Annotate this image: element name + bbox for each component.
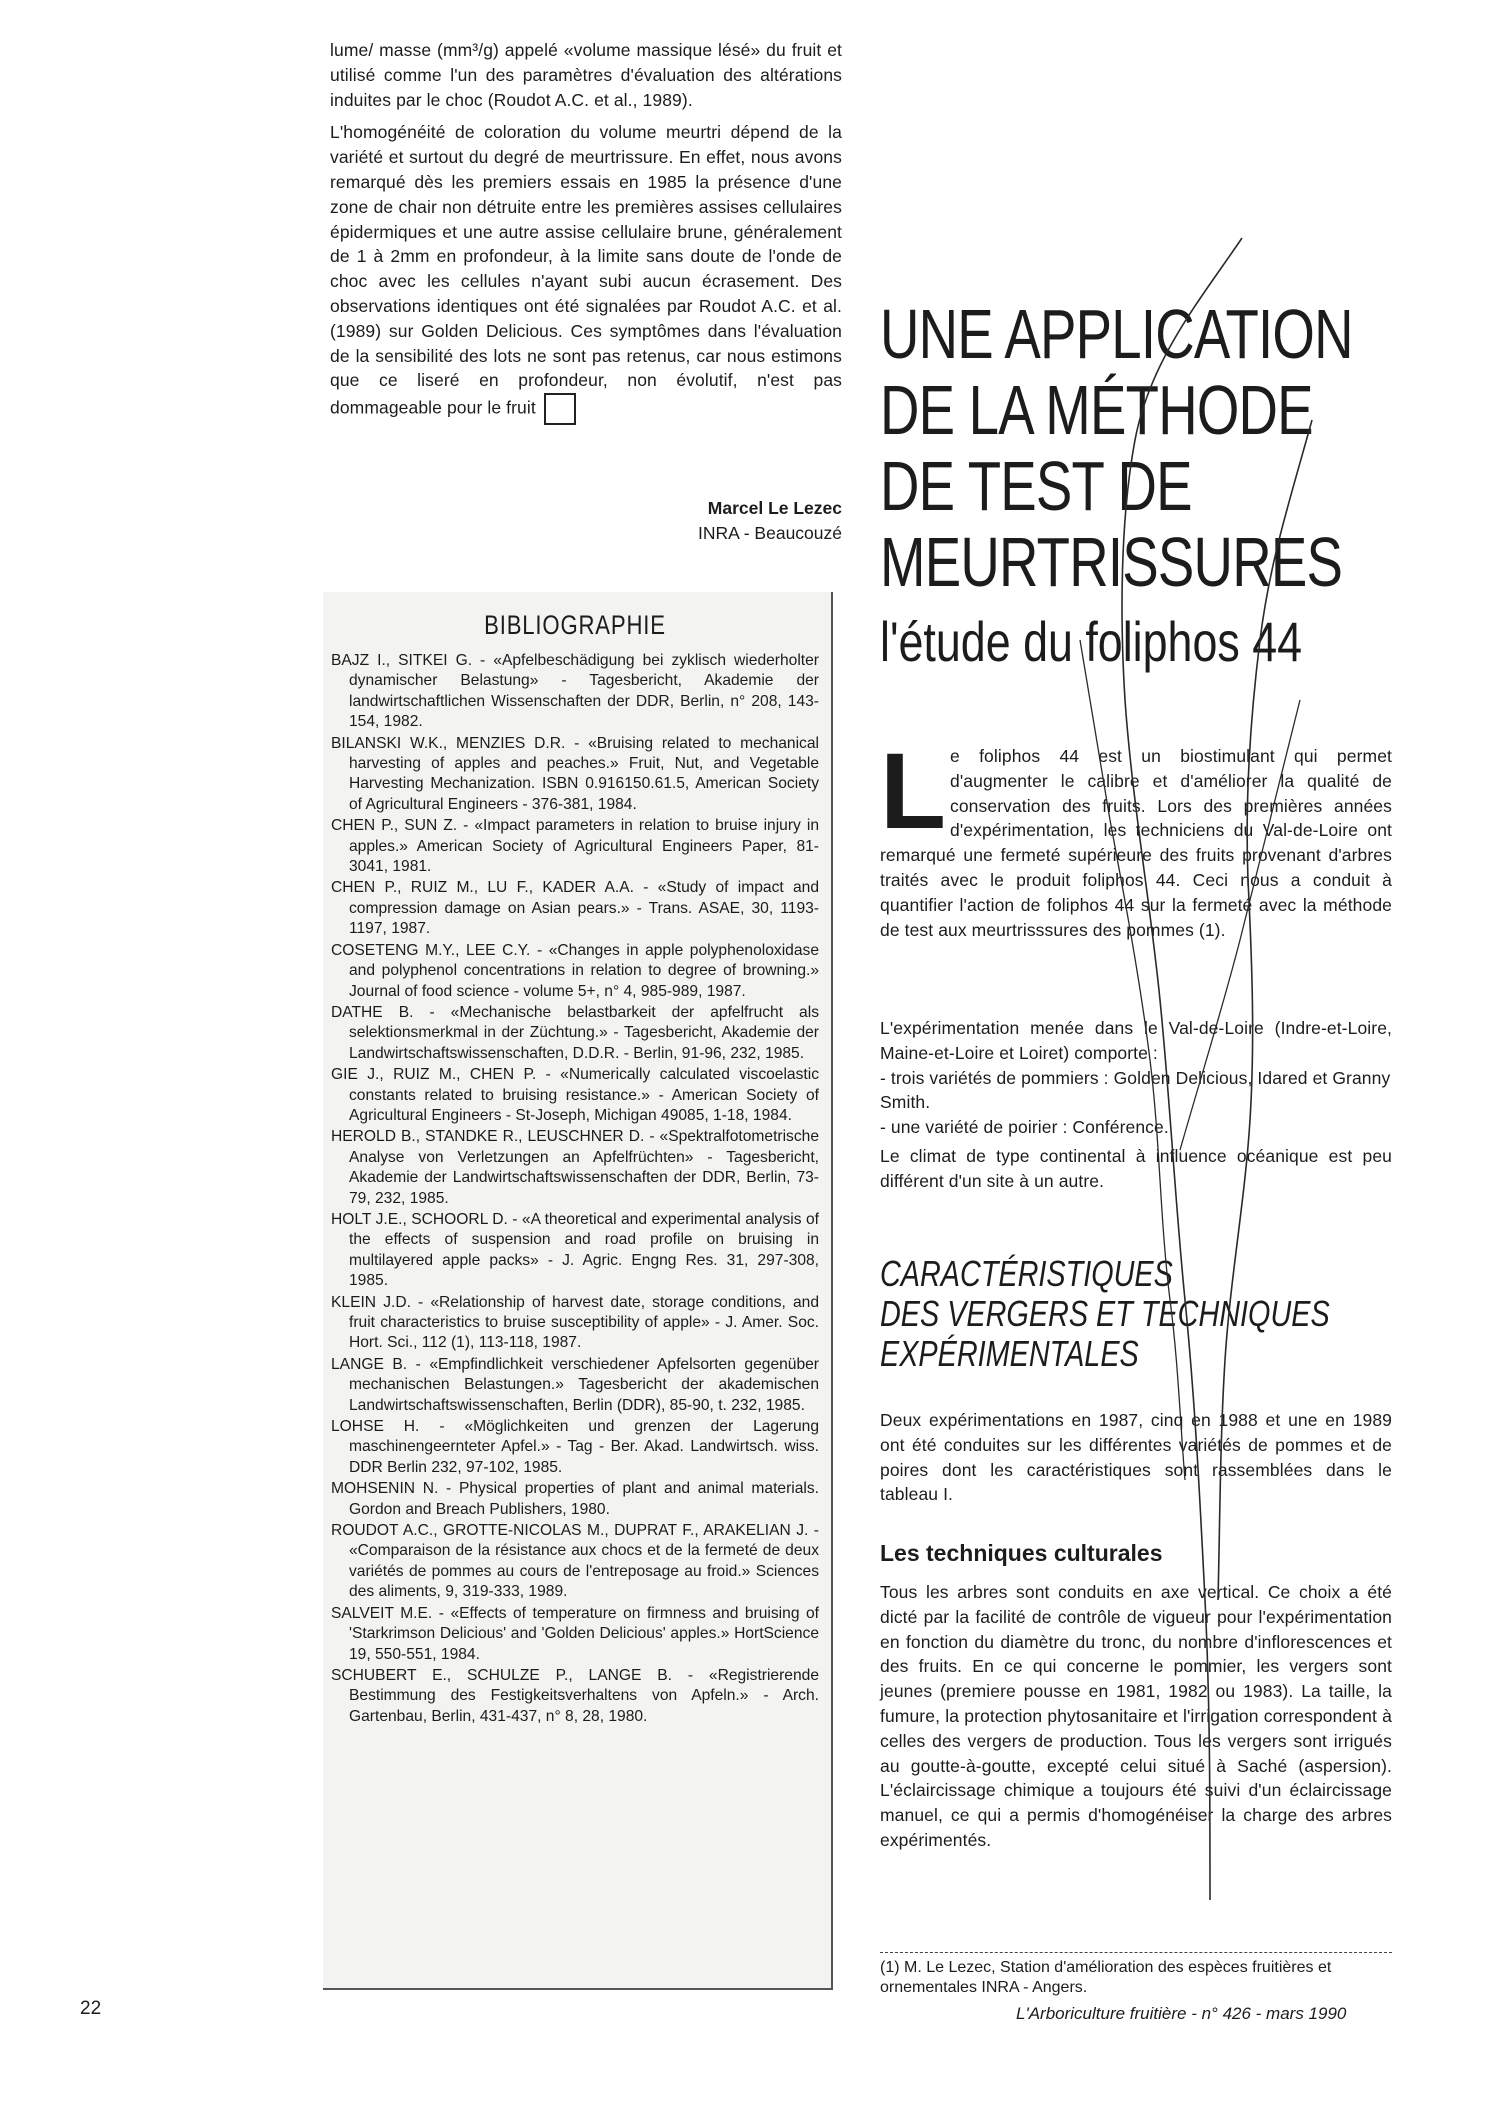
- bibliography-entry: DATHE B. - «Mechanische belastbarkeit der apfelfrucht als selektionsmerkmal in der Züchtung.» - Tagesbericht, Akademie der Landwirtschaftswissenschaften, D.D.R. - Berlin, 91-96, 232, 1985.: [331, 1003, 819, 1062]
- bibliography-entry: ROUDOT A.C., GROTTE-NICOLAS M., DUPRAT F., ARAKELIAN J. - «Comparaison de la résistance aux chocs et de la fermeté de deux variétés de pommes au cours de l'entreposage au froid.» Sciences des aliments, 9, 319-333, 1989.: [331, 1522, 819, 1601]
- bibliography-entry: LANGE B. - «Empfindlichkeit verschiedener Apfelsorten gegenüber mechanischen Belastungen.» Tagesbericht der akademischen Landwirtschaftswissenschaften, Berlin (DDR), 85-90, t. 232, 1985.: [331, 1355, 819, 1414]
- bibliography-entry: COSETENG M.Y., LEE C.Y. - «Changes in apple polyphenoloxidase and polyphenol concentrations in relation to degree of browning.» Journal of food science - volume 5+, n° 4, 985-989, 1987.: [331, 941, 819, 1000]
- article-title-line: DE TEST DE: [880, 447, 1192, 525]
- section-text: Deux expérimentations en 1987, cinq en 1988 et une en 1989 ont été conduites sur les différentes variétés de pommes et de poires dont les caractéristiques sont rassemblées dans le tableau I.: [880, 1410, 1392, 1505]
- bibliography-entry: CHEN P., RUIZ M., LU F., KADER A.A. - «Study of impact and compression damage on Asian pears.» - Trans. ASAE, 30, 1193-1197, 1987.: [331, 879, 819, 938]
- footnote: (1) M. Le Lezec, Station d'amélioration des espèces fruitières et ornementales INRA - Angers.: [880, 1959, 1332, 1996]
- section-heading-line: EXPÉRIMENTALES: [880, 1333, 1139, 1374]
- page-number: 22: [80, 1998, 102, 2019]
- bibliography-entry: HOLT J.E., SCHOORL D. - «A theoretical and experimental analysis of the effects of suspension and road profile on bruising in multilayered apple packs» - J. Agric. Engng Res. 31, 297-308, 1985.: [331, 1210, 819, 1290]
- lead-text: e foliphos 44 est un biostimulant qui permet d'augmenter le calibre et d'améliorer la qualité de conservation des fruits. Lors des premières années d'expérimentation, les techniciens du Val-de-Loire ont remarqué une fermeté supérieure des fruits provenant d'arbres traités avec le produit foliphos 44. Ceci nous a conduit à quantifier l'action de foliphos 44 sur la fermeté avec la méthode de test aux meurtrisssures des pommes (1).: [880, 746, 1392, 940]
- bibliography-entry: SCHUBERT E., SCHULZE P., LANGE B. - «Registrierende Bestimmung des Festigkeitsverhaltens von Apfeln.» - Arch. Gartenbau, Berlin, 431-437, n° 8, 28, 1980.: [331, 1666, 819, 1725]
- author-signature: [560, 496, 842, 546]
- bibliography-entry: MOHSENIN N. - Physical properties of plant and animal materials. Gordon and Breach Publishers, 1980.: [331, 1480, 819, 1518]
- climate-text: Le climat de type continental à influence océanique est peu différent d'un site à un autre.: [880, 1145, 1392, 1191]
- section-heading-line: CARACTÉRISTIQUES: [880, 1253, 1173, 1294]
- intro-paragraph-1: lume/ masse (mm³/g) appelé «volume massique lésé» du fruit et utilisé comme l'un des paramètres d'évaluation des altérations induites par le choc (Roudot A.C. et al., 1989).: [330, 40, 842, 110]
- bibliography-entry: KLEIN J.D. - «Relationship of harvest date, storage conditions, and fruit characteristics to bruise susceptibility of apple» - J. Amer. Soc. Hort. Sci., 112 (1), 113-118, 1987.: [331, 1293, 819, 1352]
- experiment-description: [880, 1016, 1392, 1194]
- article-title-line: UNE APPLICATION: [880, 295, 1353, 373]
- end-of-article-box-icon: [544, 393, 576, 425]
- bibliography-title: BIBLIOGRAPHIE: [484, 610, 666, 640]
- cultural-techniques-text: Tous les arbres sont conduits en axe vertical. Ce choix a été dicté par la facilité de contrôle de vigueur pour l'expérimentation en fonction du diamètre du tronc, du nombre d'inflorescences et des fruits. En ce qui concerne le pommier, les vergers sont jeunes (premiere pousse en 1981, 1982 ou 1983). La taille, la fumure, la protection phytosanitaire et l'irrigation correspondent à celles des vergers de production. Tous les vergers sont irrigués au goutte-à-goutte, excepté celui situé à Saché (aspersion). L'éclaircissage chimique a toujours été suivi d'un éclaircissage manuel, ce qui a permis d'homogénéiser la charge des arbres expérimentés.: [880, 1582, 1392, 1850]
- subsection-heading: Les techniques culturales: [880, 1540, 1163, 1566]
- bibliography-entry: GIE J., RUIZ M., CHEN P. - «Numerically calculated viscoelastic constants related to bruising resistance.» - American Society of Agricultural Engineers - St-Joseph, Michigan 49085, 1-18, 1984.: [331, 1066, 819, 1124]
- intro-text: [330, 38, 842, 425]
- article-title-line: MEURTRISSURES: [880, 523, 1343, 601]
- experiment-item: - trois variétés de pommiers : Golden Delicious, Idared et Granny Smith.: [880, 1067, 1391, 1113]
- bibliography-entry: BILANSKI W.K., MENZIES D.R. - «Bruising related to mechanical harvesting of apples and peaches.» Fruit, Nut, and Vegetable Harvesting Mechanization. ISBN 0.916150.61.5, American Society of Agricultural Engineers - 376-381, 1984.: [331, 734, 819, 813]
- author-name: Marcel Le Lezec: [707, 498, 842, 518]
- journal-reference: L'Arboriculture fruitière - n° 426 - mars 1990: [1016, 2004, 1347, 2023]
- article-subtitle: l'étude du foliphos 44: [880, 610, 1303, 673]
- drop-cap: L: [880, 730, 947, 851]
- section-heading-line: DES VERGERS ET TECHNIQUES: [880, 1293, 1330, 1334]
- footnote-divider: [880, 1952, 1392, 1953]
- intro-paragraph-2: L'homogénéité de coloration du volume meurtri dépend de la variété et surtout du degré de meurtrissure. En effet, nous avons remarqué dès les premiers essais en 1985 la présence d'une zone de chair non détruite entre les premières assises cellulaires épidermiques et une autre assise cellulaire brune, généralement de 1 à 2mm en profondeur, à la limite sans doute de l'onde de choc avec les cellules n'ayant subi aucun écrasement. Des observations identiques ont été signalées par Roudot A.C. et al. (1989) sur Golden Delicious. Ces symptômes dans l'évaluation de la sensibilité des lots ne sont pas retenus, car nous estimons que ce liseré en profondeur, non évolutif, n'est pas dommageable pour le fruit: [330, 120, 842, 425]
- bibliography-entry: HEROLD B., STANDKE R., LEUSCHNER D. - «Spektralfotometrische Analyse von Verletzungen an Apfelfrüchten» - Tagesbericht, Akademie der Landwirtschaftswissenschaften der DDR, Berlin, 73-79, 232, 1985.: [331, 1128, 819, 1207]
- experiment-intro: L'expérimentation menée dans le Val-de-Loire (Indre-et-Loire, Maine-et-Loire et Loiret) comporte :: [880, 1018, 1392, 1063]
- bibliography-entry: LOHSE H. - «Möglichkeiten und grenzen der Lagerung maschinengeernteter Apfel.» - Tag - Ber. Akad. Landwirtsch. wiss. DDR Berlin 232, 97-102, 1985.: [331, 1418, 819, 1476]
- article-title: [880, 295, 1353, 601]
- bibliography-list: [331, 651, 819, 1727]
- lead-paragraph: [880, 730, 1392, 942]
- bibliography-entry: BAJZ I., SITKEI G. - «Apfelbeschädigung bei zyklisch wiederholter dynamischer Belastung» - Tagesbericht, Akademie der landwirtschaftlichen Wissenschaften der DDR, Berlin, n° 208, 143-154, 1982.: [331, 652, 819, 731]
- bibliography-box: [323, 592, 833, 1990]
- section-heading: [880, 1254, 1330, 1374]
- bibliography-entry: CHEN P., SUN Z. - «Impact parameters in relation to bruise injury in apples.» American Society of Agricultural Engineers Paper, 81-3041, 1981.: [331, 817, 819, 876]
- bibliography-entry: SALVEIT M.E. - «Effects of temperature on firmness and bruising of 'Starkrimson Delicious' and 'Golden Delicious' apples.» HortScience 19, 550-551, 1984.: [331, 1604, 819, 1663]
- article-title-line: DE LA MÉTHODE: [880, 371, 1313, 449]
- author-affiliation: INRA - Beaucouzé: [698, 523, 842, 543]
- experiment-item: - une variété de poirier : Conférence.: [880, 1117, 1169, 1138]
